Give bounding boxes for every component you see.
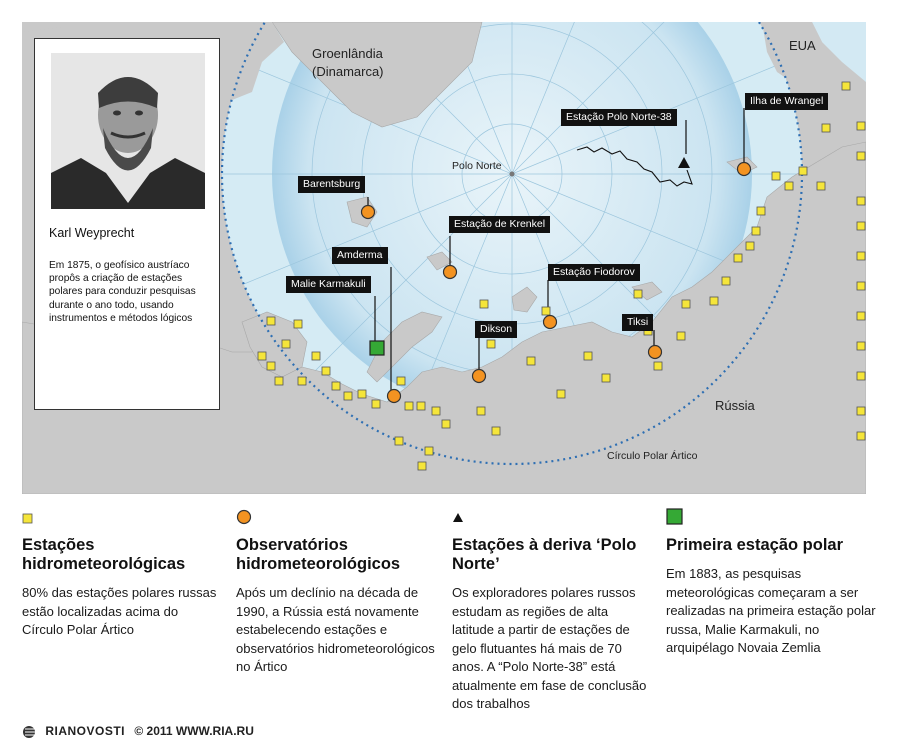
greenland-label: Groenlândia <box>312 46 383 61</box>
label-malie-karmakuli: Malie Karmakuli <box>286 276 371 293</box>
footer <box>22 724 254 739</box>
arctic-circle-label: Círculo Polar Ártico <box>607 450 698 462</box>
label-amderma: Amderma <box>332 247 388 264</box>
label-dikson: Dikson <box>475 321 517 338</box>
legend-title: Estações à deriva ‘Polo Norte’ <box>452 536 637 573</box>
weyprecht-card <box>34 38 220 410</box>
label-tiksi: Tiksi <box>622 314 653 331</box>
russia-label: Rússia <box>715 398 755 413</box>
green-square-icon <box>666 508 686 528</box>
label-fiodorov: Estação Fiodorov <box>548 264 640 281</box>
weyprecht-name: Karl Weyprecht <box>49 226 135 240</box>
legend-title: Observatórios hidrometeorológicos <box>236 536 401 573</box>
greenland-sub-label: (Dinamarca) <box>312 64 384 79</box>
legend-title: Primeira estação polar <box>666 536 844 554</box>
first-polar-station-marker <box>370 341 384 355</box>
north-pole-label: Polo Norte <box>452 160 502 172</box>
footer-copyright: © 2011 WWW.RIA.RU <box>134 724 254 738</box>
north-pole-dot <box>510 172 515 177</box>
footer-logo: RIANOVOSTI <box>45 724 126 738</box>
orange-circle-icon <box>236 508 256 528</box>
legend-drift-stations <box>452 508 652 714</box>
usa-label: EUA <box>789 38 816 53</box>
legend-first-station <box>666 508 878 658</box>
legend-text: Em 1883, as pesquisas meteorológicas começaram a ser realizadas na primeira estação polar russa, Malie Karmakuli, no arquipélago Novaia Zemlia <box>666 566 876 655</box>
label-krenkel: Estação de Krenkel <box>449 216 550 233</box>
legend-yellow-stations <box>22 508 222 640</box>
label-polo-norte-38: Estação Polo Norte-38 <box>561 109 677 126</box>
legend-text: 80% das estações polares russas estão localizadas acima do Círculo Polar Ártico <box>22 585 217 637</box>
legend-title: Estações hidrometeorológicas <box>22 536 186 573</box>
legend-text: Os exploradores polares russos estudam as regiões de alta latitude a partir de estações de gelo flutuantes há mais de 70 anos. A “Polo Norte-38” está atualmente em fase de conclusão dos trabalhos <box>452 585 647 711</box>
yellow-square-icon <box>22 508 42 528</box>
ria-logo-icon <box>22 725 42 739</box>
black-triangle-icon <box>452 508 472 528</box>
weyprecht-portrait <box>51 53 205 209</box>
legend-text: Após um declínio na década de 1990, a Rússia está novamente estabelecendo estações e observatórios hidrometeorológicos no Ártico <box>236 585 435 674</box>
label-barentsburg: Barentsburg <box>298 176 365 193</box>
weyprecht-description: Em 1875, o geofísico austríaco propôs a criação de estações polares para conduzir pesquisas durante o ano todo, usando instrumentos e métodos lógicos <box>49 260 196 324</box>
label-wrangel: Ilha de Wrangel <box>745 93 828 110</box>
legend-orange-observatories <box>236 508 446 677</box>
